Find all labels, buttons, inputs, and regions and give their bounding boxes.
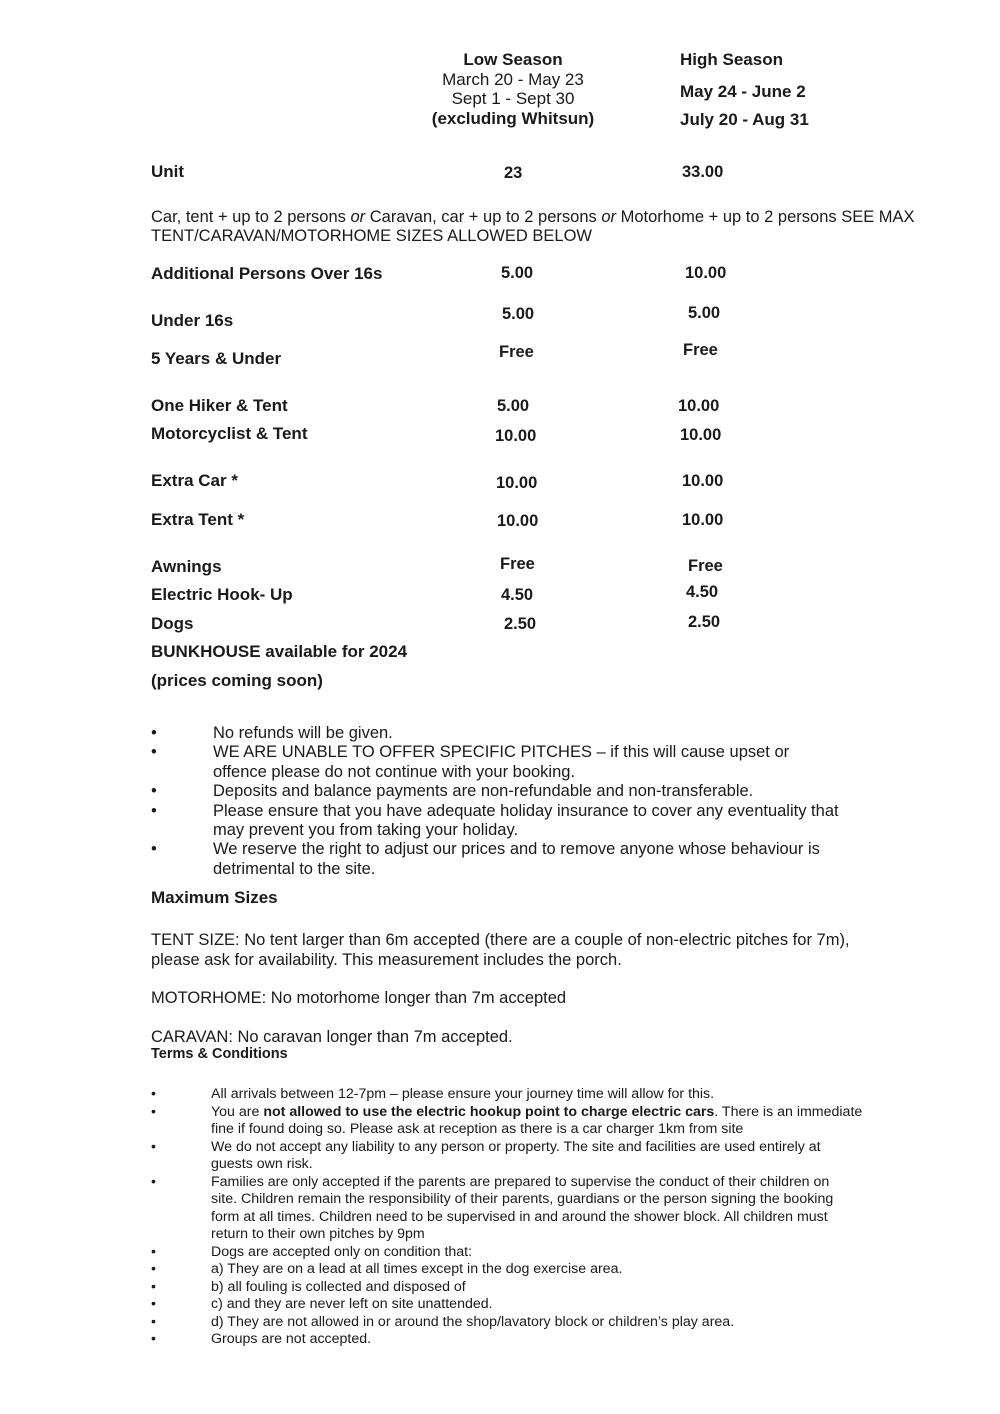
row-low-awnings: Free	[500, 555, 535, 573]
bullet-icon: •	[151, 782, 157, 801]
policy-text: No refunds will be given.	[213, 724, 393, 742]
row-label-awnings: Awnings	[151, 557, 222, 576]
list-item	[151, 1296, 871, 1314]
row-high-additional-persons: 10.00	[685, 264, 727, 282]
row-high-awnings: Free	[688, 557, 723, 575]
row-label-electric: Electric Hook- Up	[151, 585, 293, 604]
list-item	[151, 1244, 871, 1262]
terms-text-bold: not allowed to use the electric hookup point to charge electric cars	[263, 1103, 715, 1120]
row-low-extra-car: 10.00	[496, 474, 538, 492]
description-mid: Caravan, car + up to 2 persons	[365, 208, 602, 226]
bullet-icon: •	[151, 724, 157, 742]
list-item	[151, 1279, 871, 1297]
terms-text: Families are only accepted if the parents are prepared to supervise the conduct of their children on site. Children remain the responsibility of their parents, guardians or the person signing the booking form at all times. Children need to be supervised in and around the shower block. All children must return to their own pitches by 9pm	[211, 1173, 834, 1242]
row-low-hiker: 5.00	[497, 397, 530, 415]
terms-text-post: . There is an immediate fine if found doing so. Please ask at reception as there is a car charger 1km from site	[211, 1103, 863, 1137]
terms-list	[151, 1086, 871, 1349]
policy-text: WE ARE UNABLE TO OFFER SPECIFIC PITCHES – if this will cause upset or offence please do not continue with your booking.	[213, 743, 790, 781]
list-item	[151, 1086, 871, 1104]
terms-text: b) all fouling is collected and disposed of	[211, 1278, 466, 1295]
policy-text: Deposits and balance payments are non-refundable and non-transferable.	[213, 782, 754, 801]
list-item	[151, 782, 851, 801]
terms-text: Dogs are accepted only on condition that:	[211, 1243, 473, 1260]
list-item	[151, 1174, 871, 1244]
row-low-extra-tent: 10.00	[497, 512, 539, 530]
row-label-extra-car: Extra Car *	[151, 471, 238, 490]
row-low-dogs: 2.50	[504, 615, 537, 633]
bullet-icon: •	[151, 1138, 156, 1155]
high-season-header	[680, 50, 809, 134]
row-label-extra-tent: Extra Tent *	[151, 510, 245, 529]
list-item	[151, 840, 851, 879]
high-season-title: High Season	[680, 50, 783, 69]
unit-label: Unit	[151, 162, 185, 181]
row-label-under-16s: Under 16s	[151, 311, 234, 330]
row-high-dogs: 2.50	[688, 613, 721, 631]
list-item	[151, 743, 851, 782]
terms-text: a) They are on a lead at all times except in the dog exercise area.	[211, 1261, 623, 1277]
bullet-icon: •	[151, 1243, 156, 1260]
terms-text: We do not accept any liability to any person or property. The site and facilities are used entirely at guests own risk.	[211, 1138, 821, 1172]
unit-high-price: 33.00	[682, 163, 724, 181]
row-label-dogs: Dogs	[151, 614, 194, 633]
low-season-title: Low Season	[463, 50, 563, 69]
bullet-icon: •	[151, 1086, 156, 1102]
bullet-icon: •	[151, 1331, 156, 1347]
row-high-under-16s: 5.00	[688, 304, 721, 322]
terms-text-pre: You are	[211, 1103, 264, 1120]
bullet-icon: •	[151, 1313, 156, 1330]
list-item	[151, 1314, 871, 1332]
terms-text: d) They are not allowed in or around the shop/lavatory block or children’s play area.	[211, 1313, 735, 1330]
bullet-icon: •	[151, 1261, 156, 1277]
description-or-2: or	[601, 208, 617, 226]
row-high-5-years: Free	[683, 341, 718, 359]
terms-text: c) and they are never left on site unattended.	[211, 1296, 493, 1312]
row-low-motorcyclist: 10.00	[495, 427, 537, 445]
row-low-electric: 4.50	[501, 586, 534, 604]
row-high-motorcyclist: 10.00	[680, 426, 722, 444]
bullet-icon: •	[151, 1103, 156, 1120]
terms-heading: Terms & Conditions	[151, 1046, 288, 1062]
low-season-header	[413, 50, 613, 128]
low-season-range-2: Sept 1 - Sept 30	[451, 89, 575, 108]
row-label-motorcyclist: Motorcyclist & Tent	[151, 424, 308, 443]
row-low-under-16s: 5.00	[502, 305, 535, 323]
list-item	[151, 1104, 871, 1139]
unit-low-price: 23	[504, 164, 523, 182]
list-item	[151, 1139, 871, 1174]
row-low-5-years: Free	[499, 343, 534, 361]
bunkhouse-line-2: (prices coming soon)	[151, 671, 323, 690]
row-low-additional-persons: 5.00	[501, 264, 534, 282]
high-season-range-2: July 20 - Aug 31	[680, 109, 809, 129]
motorhome-size-text: MOTORHOME: No motorhome longer than 7m accepted	[151, 989, 567, 1007]
terms-text	[211, 1104, 871, 1139]
policy-text: We reserve the right to adjust our prices and to remove anyone whose behaviour is detrimental to the site.	[213, 840, 820, 878]
tent-size-text: TENT SIZE: No tent larger than 6m accepted (there are a couple of non-electric pitches for 7m), please ask for availability. This measurement includes the porch.	[151, 931, 850, 969]
terms-text: All arrivals between 12-7pm – please ensure your journey time will allow for this.	[211, 1086, 715, 1102]
low-season-note: (excluding Whitsun)	[431, 108, 595, 128]
terms-text: Groups are not accepted.	[211, 1331, 372, 1347]
description-suffix: Motorhome + up to 2 persons SEE MAX TENT/CARAVAN/MOTORHOME SIZES ALLOWED BELOW	[151, 208, 915, 245]
high-season-range-1: May 24 - June 2	[680, 81, 806, 101]
bullet-icon: •	[151, 801, 157, 820]
row-high-electric: 4.50	[686, 583, 719, 601]
caravan-size-text: CARAVAN: No caravan longer than 7m accepted.	[151, 1028, 513, 1046]
max-sizes-heading: Maximum Sizes	[151, 888, 278, 907]
policy-text: Please ensure that you have adequate holiday insurance to cover any eventuality that may prevent you from taking your holiday.	[213, 801, 839, 840]
list-item	[151, 1261, 871, 1279]
row-label-hiker: One Hiker & Tent	[151, 396, 288, 415]
list-item	[151, 802, 851, 841]
bullet-icon: •	[151, 1278, 156, 1295]
row-label-5-years: 5 Years & Under	[151, 349, 282, 368]
bunkhouse-line-1: BUNKHOUSE available for 2024	[151, 642, 408, 661]
policy-list	[151, 724, 851, 879]
list-item	[151, 1331, 871, 1349]
bullet-icon: •	[151, 1296, 156, 1312]
description-prefix: Car, tent + up to 2 persons	[151, 208, 351, 226]
description-or-1: or	[350, 208, 366, 226]
list-item	[151, 724, 851, 743]
bullet-icon: •	[151, 840, 157, 859]
low-season-range-1: March 20 - May 23	[442, 69, 584, 89]
bullet-icon: •	[151, 743, 157, 762]
unit-description	[151, 208, 941, 246]
row-label-additional-persons: Additional Persons Over 16s	[151, 264, 383, 283]
row-high-extra-car: 10.00	[682, 472, 724, 490]
row-high-hiker: 10.00	[678, 397, 720, 415]
row-high-extra-tent: 10.00	[682, 511, 724, 529]
bullet-icon: •	[151, 1173, 156, 1190]
